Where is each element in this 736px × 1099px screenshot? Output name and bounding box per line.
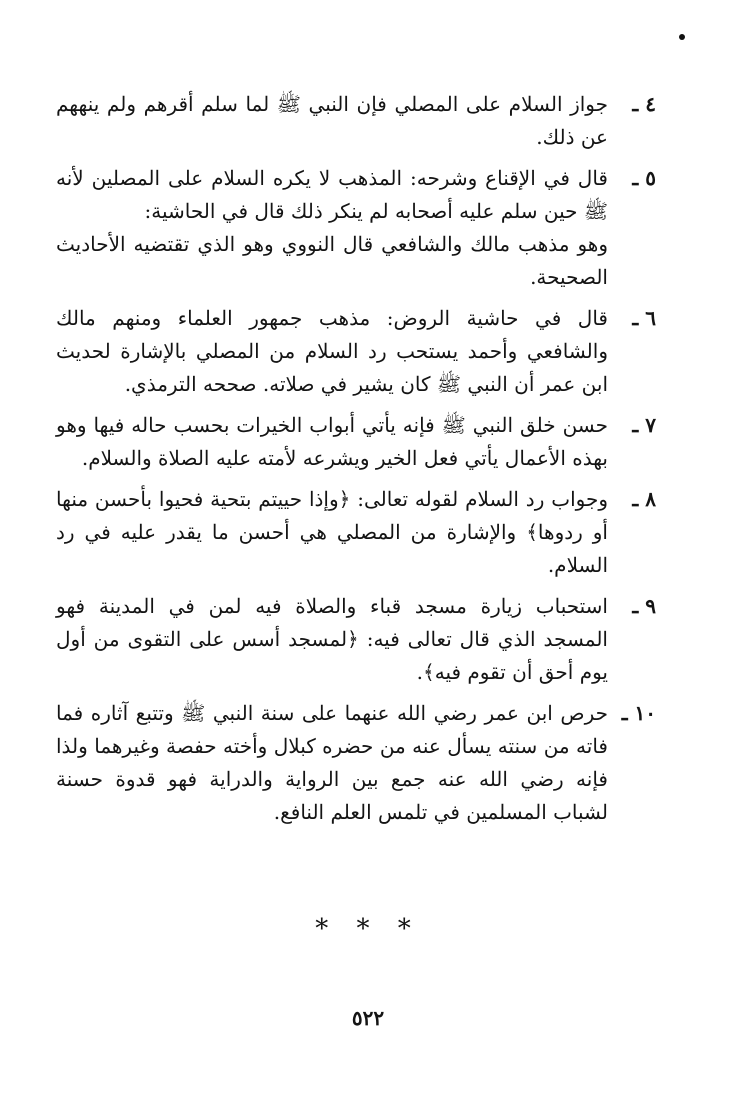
list-item xyxy=(56,590,656,689)
list-item xyxy=(56,302,656,401)
item-number: ١٠ ـ xyxy=(621,701,656,725)
paragraph: حسن خلق النبي ﷺ فإنه يأتي أبواب الخيرات بحسب حاله فيها وهو بهذه الأعمال يأتي فعل الخير ويشرعه لأمته عليه الصلاة والسلام. xyxy=(56,413,608,470)
paragraph: استحباب زيارة مسجد قباء والصلاة فيه لمن في المدينة فهو المسجد الذي قال تعالى فيه: ﴿لمسجد أسس على التقوى من أول يوم أحق أن تقوم فيه﴾. xyxy=(56,594,608,684)
numbered-list xyxy=(56,88,656,837)
corner-dot xyxy=(679,34,685,40)
paragraph: قال في الإقناع وشرحه: المذهب لا يكره السلام على المصلين لأنه ﷺ حين سلم عليه أصحابه لم ينكر ذلك قال في الحاشية: xyxy=(56,166,608,223)
paragraph: وجواب رد السلام لقوله تعالى: ﴿وإذا حييتم بتحية فحيوا بأحسن منها أو ردوها﴾ والإشارة من المصلي هي أحسن ما يقدر عليه في رد السلام. xyxy=(56,487,608,577)
paragraph: حرص ابن عمر رضي الله عنهما على سنة النبي ﷺ وتتبع آثاره فما فاته من سنته يسأل عنه من حضره كبلال وأخته حفصة وغيرهما ولذا فإنه رضي الله عنه جمع بين الرواية والدراية فهو قدوة حسنة لشباب المسلمين في تلمس العلم النافع. xyxy=(56,701,608,824)
item-number: ٧ ـ xyxy=(632,413,656,437)
page-number: ٥٢٢ xyxy=(351,1006,385,1030)
paragraph: جواز السلام على المصلي فإن النبي ﷺ لما سلم أقرهم ولم ينههم عن ذلك. xyxy=(56,92,608,149)
item-number: ٦ ـ xyxy=(632,306,656,330)
item-number: ٤ ـ xyxy=(632,92,656,116)
paragraph: قال في حاشية الروض: مذهب جمهور العلماء ومنهم مالك والشافعي وأحمد يستحب رد السلام من المصلي بالإشارة لحديث ابن عمر أن النبي ﷺ كان يشير في صلاته. صححه الترمذي. xyxy=(56,306,608,396)
item-text xyxy=(56,697,608,829)
list-item xyxy=(56,162,656,294)
section-separator: * * * xyxy=(315,914,421,944)
item-text xyxy=(56,302,608,401)
list-item xyxy=(56,409,656,475)
paragraph: وهو مذهب مالك والشافعي قال النووي وهو الذي تقتضيه الأحاديث الصحيحة. xyxy=(56,232,608,289)
item-number: ٨ ـ xyxy=(632,487,656,511)
list-item xyxy=(56,88,656,154)
item-text xyxy=(56,88,608,154)
item-text xyxy=(56,483,608,582)
list-item xyxy=(56,483,656,582)
item-text xyxy=(56,590,608,689)
item-text xyxy=(56,409,608,475)
item-number: ٥ ـ xyxy=(632,166,656,190)
list-item xyxy=(56,697,656,829)
item-number: ٩ ـ xyxy=(632,594,656,618)
item-text xyxy=(56,162,608,294)
